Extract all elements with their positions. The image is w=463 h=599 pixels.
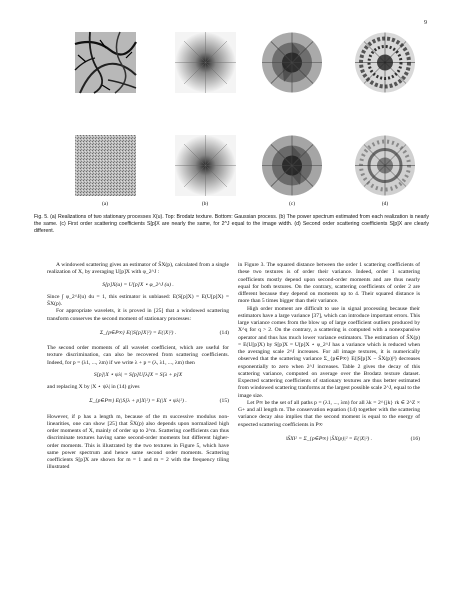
right-column: [238, 262, 420, 451]
equation-15: Σ_{p∈P∞} E(|S[λ + p]X|²) = E(|X ⋆ ψλ|²) . (15): [89, 398, 229, 405]
subfigure-label-a: (a): [101, 201, 109, 207]
paragraph: Since ∫ φ_2^J(u) du = 1, this estimator is unbiased: E(S[p]X) = E(U[p]X) = S̄X(p).: [47, 293, 229, 307]
subfigure-label-b: (b): [201, 201, 209, 207]
paragraph: Let P∞ be the set of all paths p = (λ1, ..., λm) for all λk = 2^{jk} rk ∈ 2^Z × G+ and all length m. The conservation equation (14) together with the scattering variance decay also implies that the second moment is equal to the energy of expected scattering coefficients in P∞: [238, 399, 420, 428]
paragraph: A windowed scattering gives an estimator of S̄X(p), calculated from a single realization of X, by averaging U[p]X with φ_2^J :: [47, 262, 229, 276]
equation: S[p]X(u) = U[p]X ⋆ φ_2^J (u) .: [102, 281, 174, 288]
first-order-scattering-top: [262, 33, 322, 93]
paragraph: For appropriate wavelets, it is proved in [25] that a windowed scattering transform conserves the second moment of stationary processes:: [47, 308, 229, 322]
figure-5: [50, 30, 442, 210]
subfigure-label-d: (d): [381, 201, 389, 207]
equation-16: ‖S̄X‖² = Σ_{p∈P∞} |S̄X(p)|² = E(|X|²) . (16): [285, 435, 420, 442]
second-order-scattering-top: [355, 33, 415, 93]
paragraph: in Figure 3. The squared distance between the order 1 scattering coefficients of these two textures is of order their variance. Indeed, order 1 scattering coefficients mostly depend upon second-order moments and are thus nearly equal for both textures. On the contrary, scattering coefficients of order 2 are different because they depend on moments up to 4. Their squared distance is more than 5 times bigger than their variance.: [238, 262, 420, 305]
power-spectrum-top: [175, 32, 236, 93]
subfigure-label-c: (c): [288, 201, 296, 207]
left-column: [47, 262, 229, 472]
second-order-scattering-bottom: [355, 136, 415, 196]
figure-caption: Fig. 5. (a) Realizations of two stationary processes X(u). Top: Brodatz texture. Bottom: Gaussian process. (b) The power spectrum estimated from each realization is nearly the same. (c) First order scattering coefficients S[p]X are nearly the same, for 2^J equal to the image width. (d) Second order scattering coefficients S[p]X are clearly different.: [34, 214, 429, 235]
equation-number: (16): [410, 435, 420, 442]
paragraph: The second order moments of all wavelet coefficient, which are useful for texture discrimination, can also be recovered from scattering coefficients. Indeed, for p = (λ1, ..., λm) if we write λ + p = (λ, λ1, ..., λm) then: [47, 345, 229, 366]
first-order-scattering-bottom: [262, 136, 322, 196]
paragraph: However, if p has a length m, because of the m successive modulus non-linearities, one can show [25] that S̄X(p) also depends upon normalized high order moments of X, mainly of order up to 2^m. Scattering coefficients can thus discriminate textures having same second-order moments but different higher-order moments. This is illustrated by the two textures in Figure 5, which have same power spectrum and hence same second order moments. Scattering coefficients S[p]X are shown for m = 1 and m = 2 with the frequency tiling illustrated: [47, 413, 229, 471]
brodatz-texture-image: [75, 32, 136, 93]
power-spectrum-bottom: [175, 135, 236, 196]
equation-number: (14): [219, 329, 229, 336]
page-number: 9: [424, 20, 427, 26]
paragraph: High order moment are difficult to use in signal processing because their estimators have a large variance [37], which can introduce important errors. This large variance comes from the blow up of large coefficient outliers produced by X^q for q > 2. On the contrary, a scattering is computed with a nonexpansive operator and thus has much lower variance estimators. The estimation of S̄X(p) = E(U[p]X) by S[p]X = U[p]X ⋆ φ_2^J has a variance which is reduced when the averaging scale 2^J increases. For all image textures, it is numerically observed that the scattering variance Σ_{p∈P∞} E(|S[p]X − S̄X(p)|²) decreases exponentially to zero when 2^J increases. Table 2 gives the decay of this scattering variance, computed on average over the Brodatz texture dataset. Expected scattering coefficients of stationary textures are thus better estimated from windowed scattering tranforms at the largest possible scale 2^J, equal to the image size.: [238, 305, 420, 399]
equation-14: Σ_{p∈P∞} E(|S[p]X|²) = E(|X|²) . (14): [99, 329, 229, 336]
gaussian-process-image: [75, 135, 136, 196]
equation: S[p]|X ⋆ ψλ| = S[p]U[λ]X = S[λ + p]X: [93, 371, 183, 378]
paragraph: and replacing X by |X ⋆ ψλ| in (14) gives: [47, 384, 140, 390]
equation-number: (15): [219, 398, 229, 405]
